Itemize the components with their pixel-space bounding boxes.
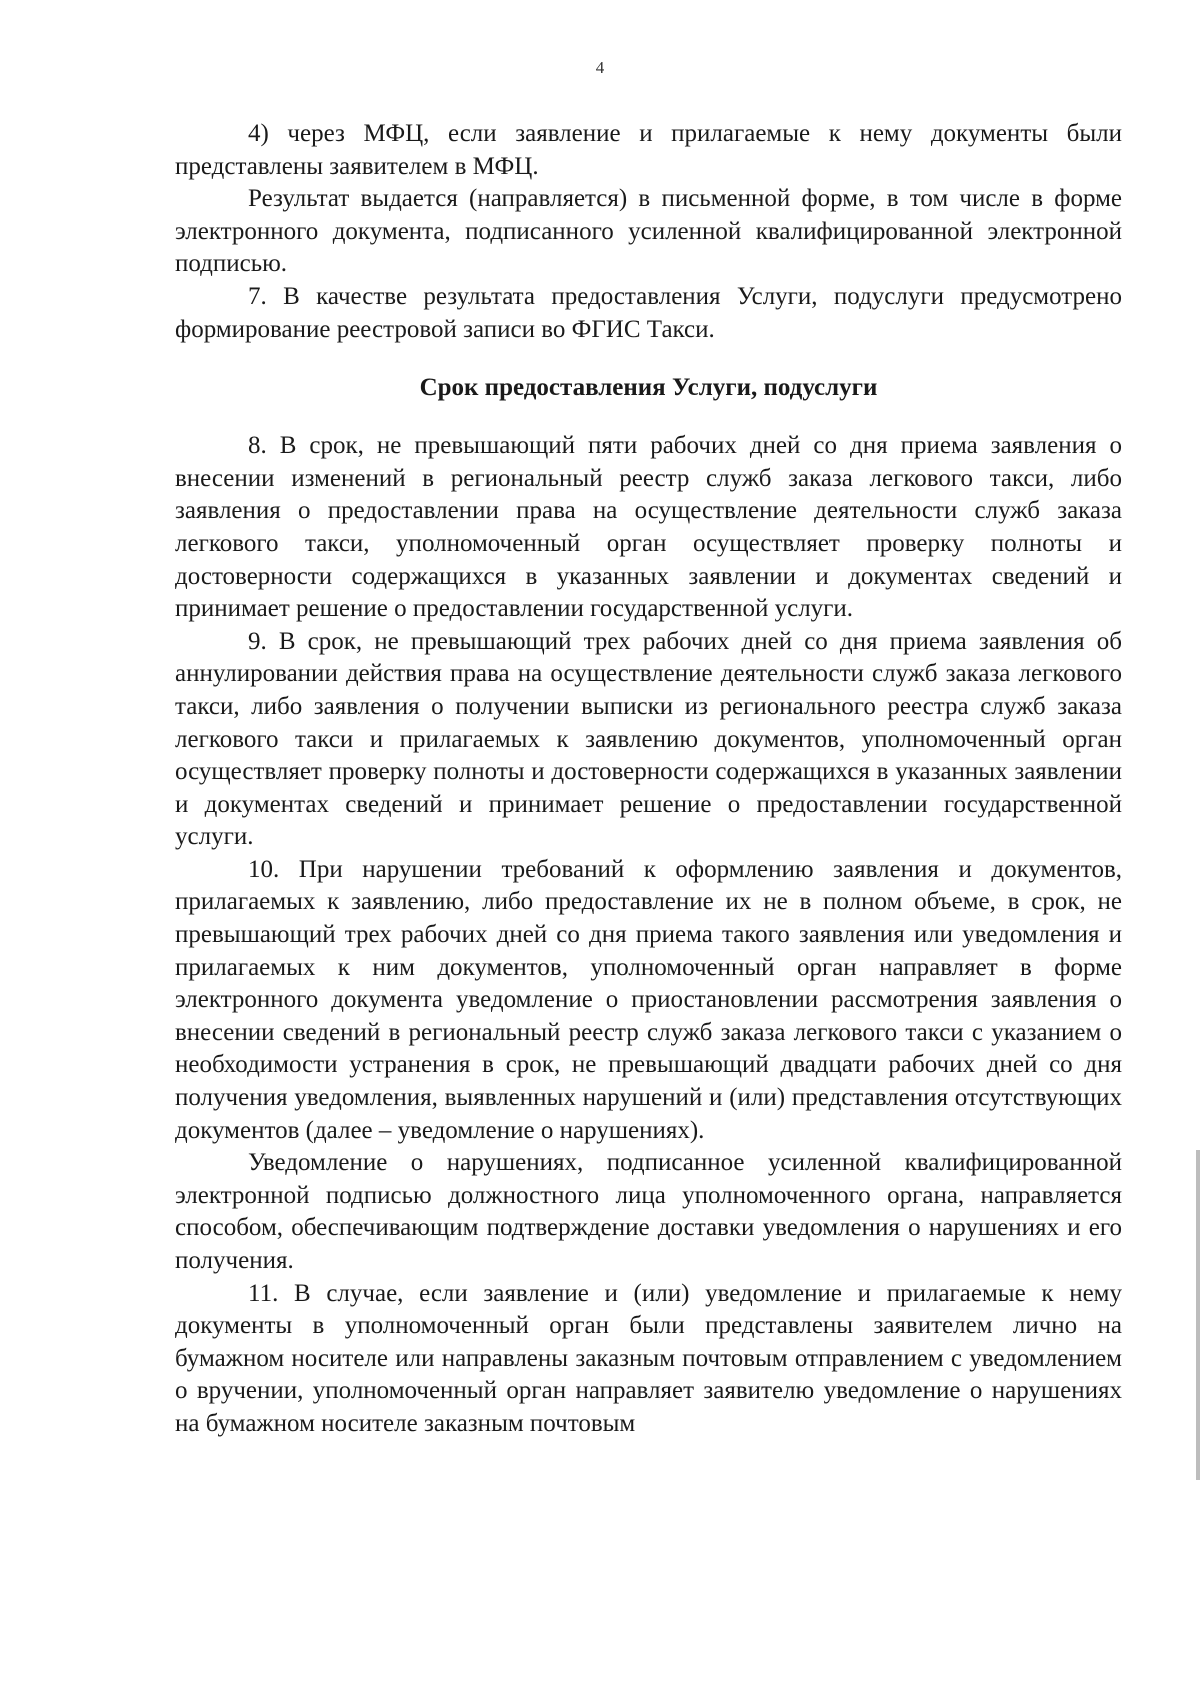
paragraph-10: 10. При нарушении требований к оформлению заявления и документов, прилагаемых к заявлению, либо предоставление их не в полном объеме, в срок, не превышающий трех рабочих дней со дня приема такого заявления или уведомления и прилагаемых к ним документов, уполномоченный орган направляет в форме электронного документа уведомление о приостановлении рассмотрения заявления о внесении сведений в региональный реестр служб заказа легкового такси с указанием о необходимости устранения в срок, не превышающий двадцати рабочих дней со дня получения уведомления, выявленных нарушений и (или) представления отсутствующих документов (далее – уведомление о нарушениях). bbox=[175, 855, 1122, 1144]
page-number: 4 bbox=[595, 58, 605, 77]
section-heading: Срок предоставления Услуги, подуслуги bbox=[419, 374, 878, 402]
paragraph-11: 11. В случае, если заявление и (или) уведомление и прилагаемые к нему документы в уполномоченный орган были представлены заявителем лично на бумажном носителе или направлены заказным почтовым отправлением с уведомлением о вручении, уполномоченный орган направляет заявителю уведомление о нарушениях на бумажном носителе заказным почтовым bbox=[175, 1279, 1122, 1437]
paragraph-7: 7. В качестве результата предоставления Услуги, подуслуги предусмотрено формирование реестровой записи во ФГИС Такси. bbox=[175, 282, 1122, 343]
scan-edge-mark bbox=[1196, 1150, 1200, 1480]
paragraph-item-4-mfc: 4) через МФЦ, если заявление и прилагаемые к нему документы были представлены заявителем в МФЦ. bbox=[175, 120, 1122, 180]
paragraph-9: 9. В срок, не превышающий трех рабочих дней со дня приема заявления об аннулировании действия права на осуществление деятельности служб заказа легкового такси, либо заявления о получении выписки из регионального реестра служб заказа легкового такси и прилагаемых к заявлению документов, уполномоченный орган осуществляет проверку полноты и достоверности содержащихся в указанных заявлении и документах сведений и принимает решение о предоставлении государственной услуги. bbox=[175, 627, 1122, 851]
paragraph-8: 8. В срок, не превышающий пяти рабочих дней со дня приема заявления о внесении изменений в региональный реестр служб заказа легкового такси, либо заявления о предоставлении права на осуществление деятельности служб заказа легкового такси, уполномоченный орган осуществляет проверку полноты и достоверности содержащихся в указанных заявлении и документах сведений и принимает решение о предоставлении государственной услуги. bbox=[175, 432, 1122, 623]
paragraph-violation-notice: Уведомление о нарушениях, подписанное усиленной квалифицированной электронной подписью должностного лица уполномоченного органа, направляется способом, обеспечивающим подтверждение доставки уведомления о нарушениях и его получения. bbox=[175, 1149, 1122, 1274]
paragraph-result-form: Результат выдается (направляется) в письменной форме, в том числе в форме электронного документа, подписанного усиленной квалифицированной электронной подписью. bbox=[175, 185, 1122, 278]
document-body bbox=[175, 118, 1122, 1441]
